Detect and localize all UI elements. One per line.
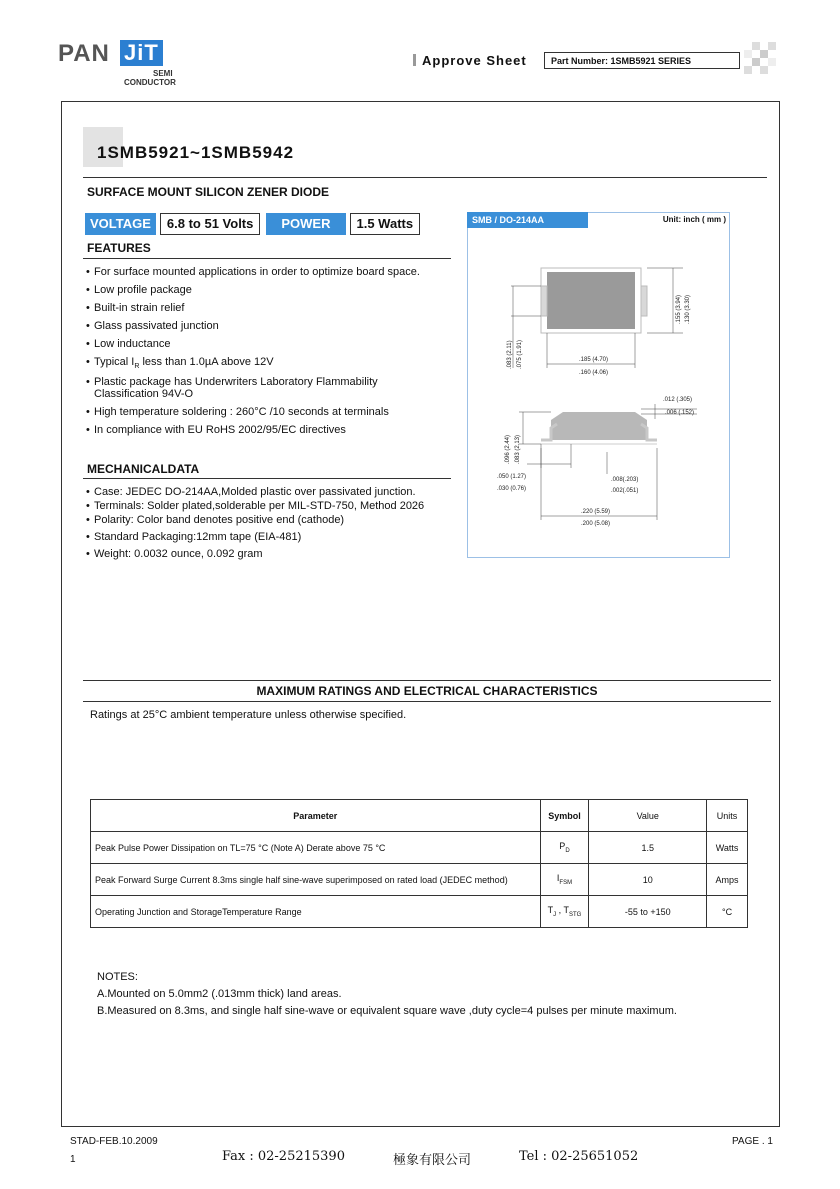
dim-label: .130 (3.30): [685, 294, 691, 324]
list-item: • Low profile package: [86, 284, 458, 296]
dim-label: .012 (.305): [663, 397, 693, 403]
package-header: [467, 212, 730, 228]
rating-bar: [85, 213, 420, 235]
top-view-chip: [547, 272, 635, 329]
features-list: [86, 266, 458, 442]
approve-sheet-label: [413, 53, 527, 68]
list-item: • High temperature soldering : 260°C /10 seconds at terminals: [86, 406, 458, 418]
checker-decoration-icon: [742, 42, 782, 80]
list-item: • Plastic package has Underwriters Laboratory Flammability Classification 94V-O: [86, 376, 394, 400]
package-name: SMB / DO-214AA: [467, 212, 588, 228]
dim-label: .008(.203): [611, 477, 639, 483]
dim-label: .155 (3.94): [676, 294, 682, 324]
note-a: A.Mounted on 5.0mm2 (.013mm thick) land areas.: [97, 988, 342, 1000]
parameter-cell: Peak Forward Surge Current 8.3ms single half sine-wave superimposed on rated load (JEDEC method): [91, 864, 541, 896]
units-cell: Amps: [707, 864, 748, 896]
logo-semi-text: SEMI: [153, 69, 173, 78]
parameter-cell: Operating Junction and StorageTemperature Range: [91, 896, 541, 928]
table-row: [91, 832, 748, 864]
dim-label: .200 (5.08): [581, 521, 611, 527]
company-logo: [58, 40, 188, 86]
fax-number: Fax : 02-25215390: [222, 1149, 345, 1164]
voltage-label: VOLTAGE: [85, 213, 156, 235]
dim-label: .185 (4.70): [579, 357, 609, 363]
ratings-note: Ratings at 25°C ambient temperature unless otherwise specified.: [90, 709, 407, 721]
list-item-typical-ir: [86, 356, 458, 370]
logo-jit-text: JiT: [120, 40, 163, 66]
top-view-lead-left: [541, 286, 547, 316]
col-header-value: Value: [589, 800, 707, 832]
parameter-cell: Peak Pulse Power Dissipation on TL=75 °C (Note A) Derate above 75 °C: [91, 832, 541, 864]
dim-label: .096 (2.44): [505, 434, 511, 464]
approve-text: Approve Sheet: [422, 53, 527, 68]
package-unit: Unit: inch ( mm ): [662, 215, 726, 224]
notes-heading: NOTES:: [97, 971, 138, 983]
ir-prefix: Typical I: [94, 356, 135, 368]
mechanical-heading: MECHANICALDATA: [87, 462, 200, 476]
list-item: • In compliance with EU RoHS 2002/95/EC directives: [86, 424, 458, 436]
col-header-units: Units: [707, 800, 748, 832]
dim-label: .160 (4.06): [579, 370, 609, 376]
dim-label: .083 (2.13): [515, 434, 521, 464]
logo-conductor-text: CONDUCTOR: [124, 78, 176, 87]
list-item: • Standard Packaging:12mm tape (EIA-481): [86, 531, 458, 543]
dim-label: .006 (.152): [665, 410, 695, 416]
mechanical-list: [86, 486, 458, 565]
note-b: B.Measured on 8.3ms, and single half sine-wave or equivalent square wave ,duty cycle=4 pulses per minute maximum.: [97, 1005, 677, 1017]
dim-label: .220 (5.59): [581, 509, 611, 515]
table-header-row: [91, 800, 748, 832]
company-name: 極象有限公司: [392, 1153, 471, 1168]
part-number-box: Part Number: 1SMB5921 SERIES: [544, 52, 740, 69]
footer-page-number: 1: [70, 1154, 76, 1165]
dim-label: .083 (2.11): [507, 340, 513, 369]
symbol-cell: $P_D$: [540, 832, 589, 864]
product-subtitle: SURFACE MOUNT SILICON ZENER DIODE: [87, 185, 330, 199]
value-cell: 10: [589, 864, 707, 896]
symbol-cell: $T_J$ , $T_{STG}$: [540, 896, 589, 928]
ir-subscript: R: [134, 363, 140, 371]
dim-label: .050 (1.27): [497, 474, 527, 480]
units-cell: °C: [707, 896, 748, 928]
dim-label: .075 (1.91): [517, 339, 523, 369]
features-divider: [83, 258, 451, 259]
logo-pan-text: PAN: [58, 40, 110, 67]
voltage-value: 6.8 to 51 Volts: [160, 213, 260, 235]
table-row: [91, 896, 748, 928]
tel-number: Tel : 02-25651052: [518, 1149, 639, 1164]
list-item: • For surface mounted applications in order to optimize board space.: [86, 266, 458, 278]
list-item: • Polarity: Color band denotes positive end (cathode): [86, 514, 458, 526]
side-view-body: [551, 412, 647, 440]
footer-contact-line: [222, 1149, 638, 1168]
top-view-lead-right: [641, 286, 647, 316]
col-header-parameter: Parameter: [91, 800, 541, 832]
list-item: • Low inductance: [86, 338, 458, 350]
list-item: • Case: JEDEC DO-214AA,Molded plastic over passivated junction.: [86, 486, 458, 498]
dim-label: .002(.051): [611, 488, 639, 494]
table-row: [91, 864, 748, 896]
symbol-cell: $I_{FSM}$: [540, 864, 589, 896]
page-title: 1SMB5921~1SMB5942: [97, 143, 295, 162]
package-dimension-drawing: [467, 228, 730, 558]
features-heading: FEATURES: [87, 241, 151, 255]
list-item: • Built-in strain relief: [86, 302, 458, 314]
approve-bar-icon: [413, 54, 416, 66]
power-value: 1.5 Watts: [350, 213, 421, 235]
units-cell: Watts: [707, 832, 748, 864]
col-header-symbol: Symbol: [540, 800, 589, 832]
footer-doc-code: STAD-FEB.10.2009: [70, 1136, 158, 1147]
ratings-table: [90, 799, 748, 928]
footer-page-label: PAGE . 1: [732, 1136, 773, 1147]
max-ratings-heading: MAXIMUM RATINGS AND ELECTRICAL CHARACTERISTICS: [83, 680, 771, 702]
list-item: • Terminals: Solder plated,solderable per MIL-STD-750, Method 2026: [86, 500, 458, 512]
value-cell: -55 to +150: [589, 896, 707, 928]
mechanical-divider: [83, 478, 451, 479]
ir-suffix: less than 1.0µA above 12V: [139, 356, 274, 368]
title-divider: [83, 177, 767, 178]
list-item: • Weight: 0.0032 ounce, 0.092 gram: [86, 548, 458, 560]
dim-label: .030 (0.76): [497, 486, 527, 492]
value-cell: 1.5: [589, 832, 707, 864]
power-label: POWER: [266, 213, 345, 235]
list-item: • Glass passivated junction: [86, 320, 458, 332]
notes-block: [97, 969, 677, 1020]
